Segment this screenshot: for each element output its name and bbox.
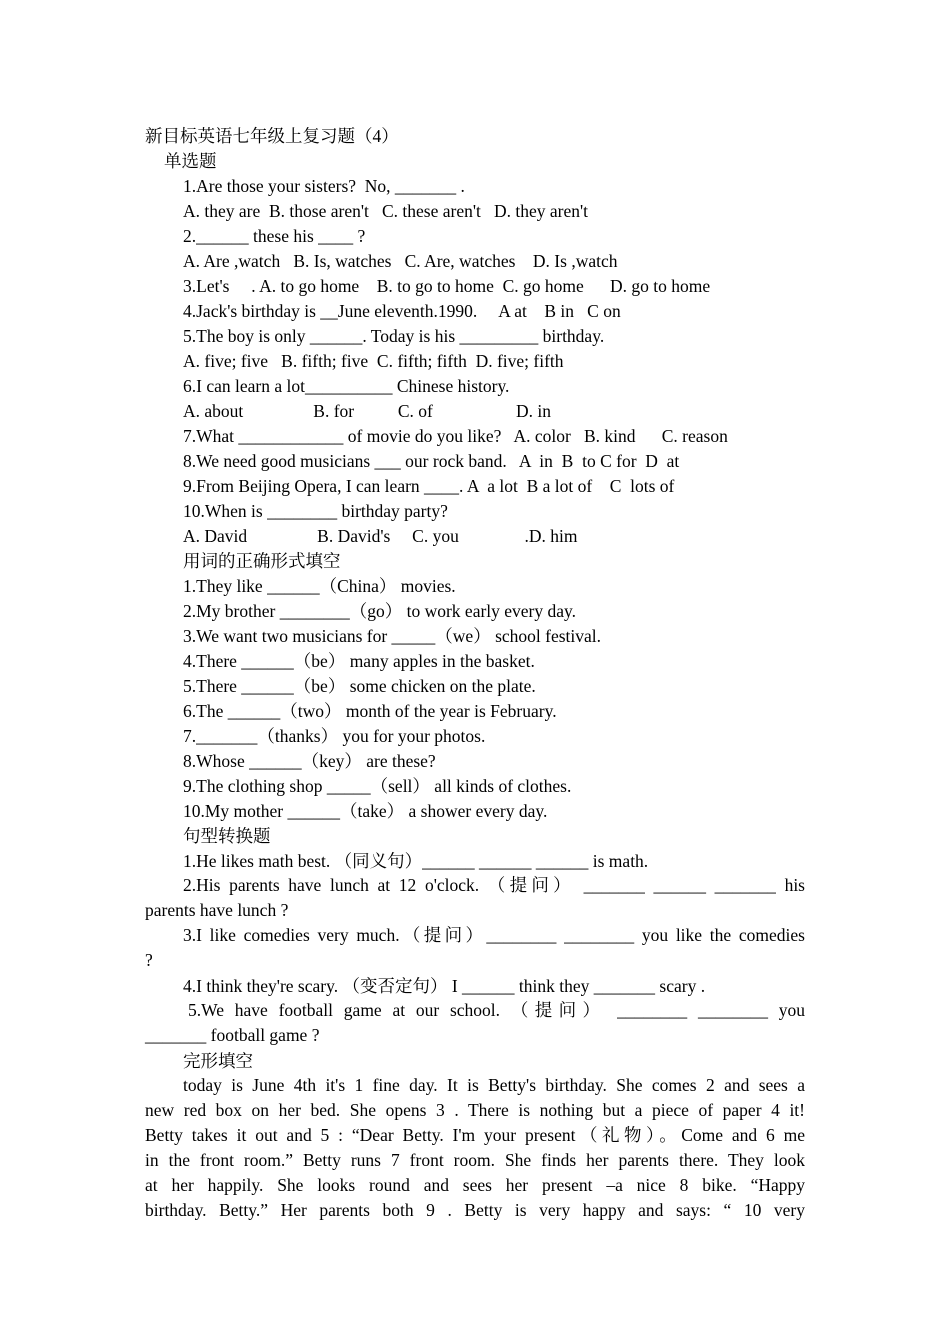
question-line: 8.We need good musicians ___ our rock band. A in B to C for D at bbox=[183, 451, 680, 471]
cloze-line: today is June 4th it's 1 fine day. It is Betty's birthday. She comes 2 and sees a bbox=[183, 1075, 805, 1095]
question-line: A. David B. David's C. you .D. him bbox=[183, 526, 578, 546]
cloze-line: in the front room.” Betty runs 7 front room. She finds her parents there. They look bbox=[145, 1150, 805, 1170]
section-heading-word-forms: 用词的正确形式填空 bbox=[183, 551, 341, 571]
question-line: 3.Let's . A. to go home B. to go to home C. go home D. go to home bbox=[183, 276, 711, 296]
question-line: 1.He likes math best. （同义句）______ ______ ______ is math. bbox=[183, 851, 649, 871]
question-line: 9.The clothing shop _____（sell） all kinds of clothes. bbox=[183, 776, 572, 796]
question-line: A. they are B. those aren't C. these aren't D. they aren't bbox=[183, 201, 589, 221]
question-line: 1.Are those your sisters? No, _______ . bbox=[183, 176, 465, 196]
question-line: 3.We want two musicians for _____（we） school festival. bbox=[183, 626, 602, 646]
question-line: 9.From Beijing Opera, I can learn ____. A a lot B a lot of C lots of bbox=[183, 476, 675, 496]
question-line: 2.______ these his ____ ? bbox=[183, 226, 366, 246]
question-line: 3.I like comedies very much.（提问）________ ________ you like the comedies bbox=[183, 925, 805, 945]
cloze-line: birthday. Betty.” Her parents both 9 . Betty is very happy and says: “ 10 very bbox=[145, 1200, 805, 1220]
cloze-line: Betty takes it out and 5 : “Dear Betty. I'm your present（礼物）。Come and 6 me bbox=[145, 1125, 805, 1145]
section-heading-cloze: 完形填空 bbox=[183, 1051, 253, 1071]
question-line-continued: ? bbox=[145, 950, 153, 970]
question-line: 10.My mother ______（take） a shower every day. bbox=[183, 801, 548, 821]
cloze-line: new red box on her bed. She opens 3 . There is nothing but a piece of paper 4 it! bbox=[145, 1100, 805, 1120]
document-title: 新目标英语七年级上复习题（4） bbox=[145, 126, 399, 146]
question-line: 2.My brother ________（go） to work early every day. bbox=[183, 601, 577, 621]
cloze-line: at her happily. She looks round and sees her present –a nice 8 bike. “Happy bbox=[145, 1175, 805, 1195]
question-line: 8.Whose ______（key） are these? bbox=[183, 751, 436, 771]
question-line: 4.Jack's birthday is __June eleventh.1990. A at B in C on bbox=[183, 301, 621, 321]
question-line: 2.His parents have lunch at 12 o'clock. （提问） _______ ______ _______ his bbox=[183, 875, 805, 895]
question-line: 1.They like ______（China） movies. bbox=[183, 576, 456, 596]
question-line: 5.We have football game at our school. （提问） ________ ________ you bbox=[188, 1000, 805, 1020]
question-line: 7._______（thanks） you for your photos. bbox=[183, 726, 486, 746]
question-line: 6.The ______（two） month of the year is February. bbox=[183, 701, 557, 721]
question-line: A. Are ,watch B. Is, watches C. Are, watches D. Is ,watch bbox=[183, 251, 618, 271]
question-line: A. about B. for C. of D. in bbox=[183, 401, 551, 421]
question-line: A. five; five B. fifth; five C. fifth; fifth D. five; fifth bbox=[183, 351, 564, 371]
section-heading-single-choice: 单选题 bbox=[164, 151, 217, 171]
question-line: 10.When is ________ birthday party? bbox=[183, 501, 448, 521]
question-line-continued: _______ football game ? bbox=[145, 1025, 320, 1045]
question-line: 4.I think they're scary. （变否定句） I ______ think they _______ scary . bbox=[183, 976, 706, 996]
question-line: 4.There ______（be） many apples in the basket. bbox=[183, 651, 535, 671]
section-heading-transform: 句型转换题 bbox=[183, 826, 271, 846]
question-line: 7.What ____________ of movie do you like? A. color B. kind C. reason bbox=[183, 426, 728, 446]
question-line-continued: parents have lunch ? bbox=[145, 900, 289, 920]
question-line: 6.I can learn a lot__________ Chinese history. bbox=[183, 376, 510, 396]
question-line: 5.There ______（be） some chicken on the plate. bbox=[183, 676, 536, 696]
question-line: 5.The boy is only ______. Today is his _________ birthday. bbox=[183, 326, 605, 346]
